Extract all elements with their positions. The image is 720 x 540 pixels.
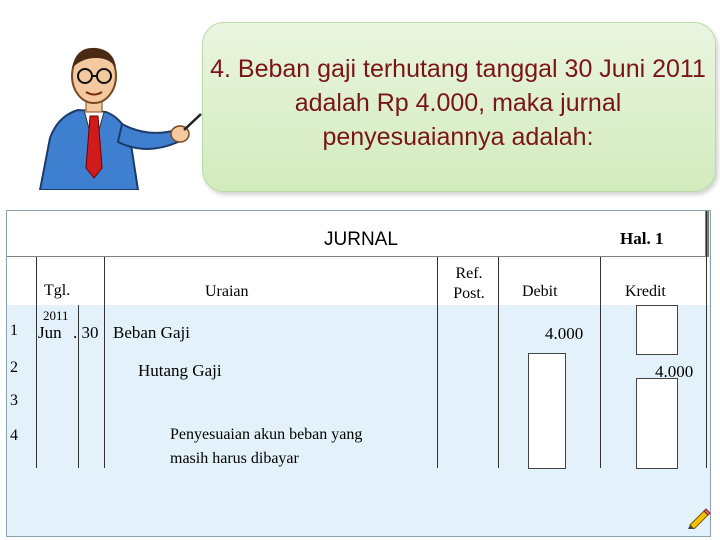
column-credit: Kredit [625,283,666,300]
grid-line [36,257,37,468]
page-number: Hal. 1 [620,229,664,248]
grid-line [437,257,438,468]
grid-line [600,257,601,468]
entry-year: 2011 [43,308,69,323]
credit-cell [636,305,678,355]
column-debit: Debit [522,283,558,300]
column-header-row [7,257,709,305]
journal-title: JURNAL [324,229,398,250]
question-text: 4. Beban gaji terhutang tanggal 30 Juni 2011 adalah Rp 4.000, maka jurnal penyesuaiannya adalah: [210,55,706,151]
debit-account: Beban Gaji [113,323,190,342]
debit-cell [528,353,566,469]
entry-note: Penyesuaian akun beban yang [170,426,363,443]
column-ref: Ref. Post. [453,265,485,302]
row-number: 3 [10,392,18,409]
entry-month: Jun [38,323,62,342]
grid-line [498,257,499,468]
debit-amount: 4.000 [545,324,584,343]
entry-day: . 30 [73,323,99,342]
credit-amount: 4.000 [655,362,694,381]
row-number: 4 [10,427,18,444]
credit-account: Hutang Gaji [138,361,222,380]
column-description: Uraian [205,283,249,300]
grid-line [706,211,707,468]
grid-line [104,257,105,468]
teacher-pointing-icon [18,38,203,190]
credit-cell [636,378,678,469]
column-date: Tgl. [44,282,71,299]
pencil-icon[interactable] [686,505,712,529]
row-number: 2 [10,359,18,376]
entry-note: masih harus dibayar [170,450,299,467]
row-number: 1 [10,322,18,339]
